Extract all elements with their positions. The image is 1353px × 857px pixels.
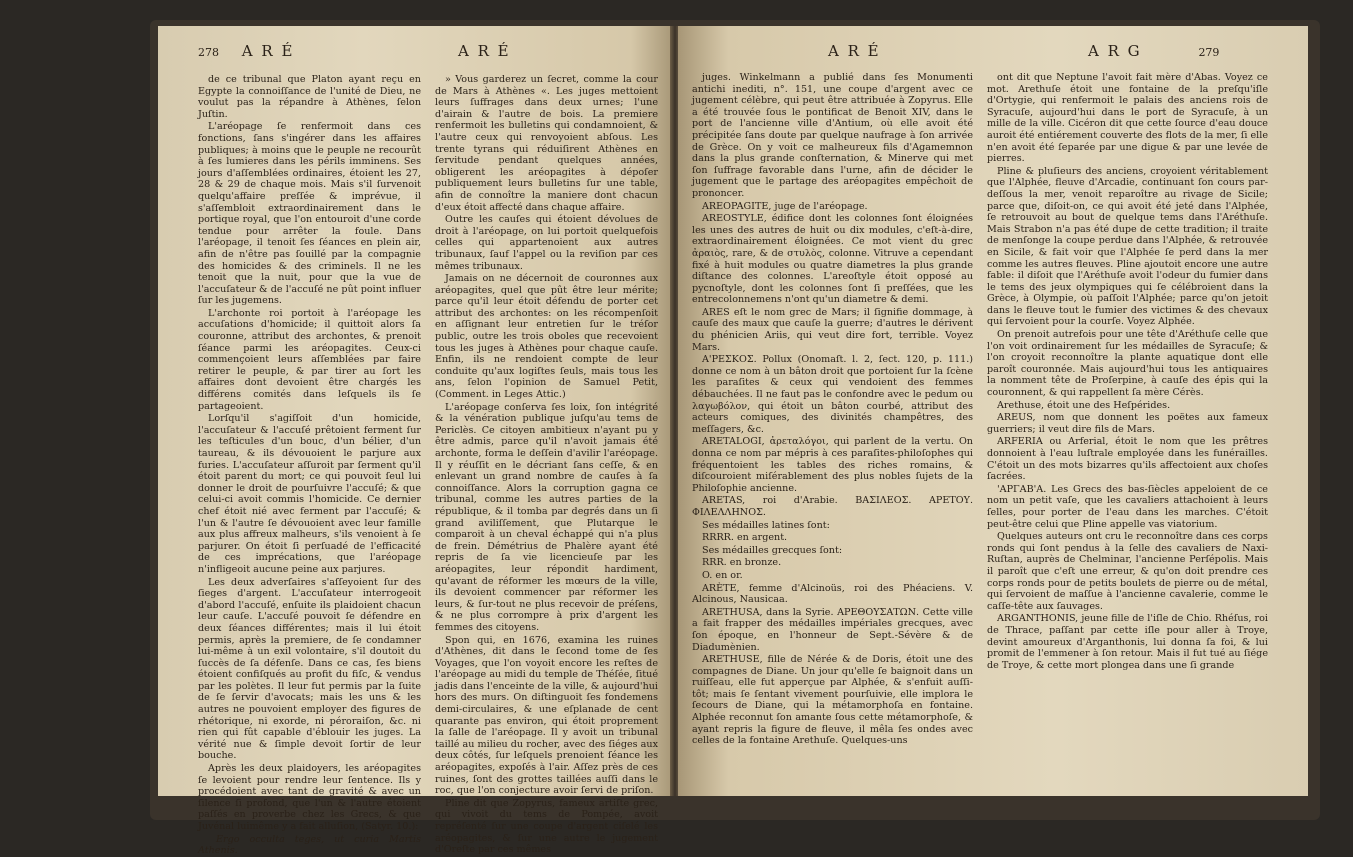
entry: RRR. en bronze. bbox=[702, 557, 782, 569]
entry: ARETALOGI, ἀρεταλόγοι, qui parlent de la vertu. On donna ce nom par mépris à ces paraſites-philoſophes qui fréquentoient les tables des riches romains, & diſcouroient miſérablement des plus nobles ſujets de la Philoſophie ancienne. bbox=[692, 436, 973, 494]
latin-quote: Ergo occulta teges, ut curia Martis Athenis. bbox=[198, 833, 421, 857]
paragraph: Lorſqu'il s'agiſſoit d'un homicide, l'accuſateur & l'accuſé prêtoient ferment ſur les teſticules d'un bouc, d'un bélier, d'un taureau, & ils dévouoient le parjure aux furies. L'accuſateur aſſuroit par ſerment qu'il étoit parent du mort; ce qui pouvoit ſeul lui donner le droit de pourſuivre l'accuſé; & que celui-ci avoit commis l'homicide. Ce dernier chef étoit nié avec ferment par l'accuſé; & l'un & l'autre ſe dévouoient avec leur famille aux plus affreux malheurs, s'ils venoient à ſe parjurer. On étoit ſi perſuadé de l'efficacité de ces imprécations, que l'aréopage n'infligeoit aucune peine aux parjures. bbox=[198, 413, 421, 575]
entry: AREOPAGITE, juge de l'aréopage. bbox=[702, 200, 868, 212]
paragraph: L'aréopage conſerva ſes loix, ſon intégrité & la vénération publique juſqu'au tems de Periclès. Ce citoyen ambitieux n'ayant pu y être admis, parce qu'il n'avoit jamais été archonte, forma le deſſein d'avilir l'aréopage. Il y réuſſit en le décriant ſans ceſſe, & en enlevant un grand nombre de cauſes à ſa connoiſſance. Alors la corruption gagna ce tribunal, comme les autres parties de la république, & il tomba par degrés dans un ſi grand aviliſſement, que Plutarque le comparoit à un cheval échappé qui n'a plus de frein. Démétrius de Phalère ayant été repris de ſa vie licencieuſe par les aréopagites, leur répondit hardiment, qu'avant de réformer les mœurs de la ville, ils devoient commencer par réformer les leurs, & ſur-tout ne plus recevoir de préſens, & ne plus corrompre à prix d'argent les femmes des citoyens. bbox=[435, 401, 658, 633]
left-column-2 bbox=[435, 74, 658, 856]
paragraph: Après les deux plaidoyers, les aréopagites ſe levoient pour rendre leur ſentence. Ils y procédoient avec tant de gravité & avec un ſilence ſi profond, que l'un & l'autre étoient paſſés en proverbe chez les Grecs, & que Juvénal luimême y a fait alluſion, (Satyr. 10.): bbox=[198, 763, 421, 832]
entry: ARETHUSA, dans la Syrie. ΑΡΕΘΟΥΣΑΤΩΝ. Cette ville a fait frapper des médailles impériales grecques, avec ſon époque, en l'honneur de Sept.-Sévère & de Diadumènien. bbox=[692, 606, 973, 653]
entry: Arethuse, étoit une des Heſpérides. bbox=[997, 399, 1171, 411]
right-column-1 bbox=[692, 72, 973, 782]
paragraph: L'archonte roi portoit à l'aréopage les accuſations d'homicide; il quittoit alors ſa couronne, attribut des archontes, & prenoit ſéance parmi les aréopagites. Ceux-ci commençoient leurs aſſemblées par faire retirer le peuple, & par tirer au ſort les affaires dont devoient être chargés les différens comités dans leſquels ils ſe partageoient. bbox=[198, 307, 421, 412]
entry: ARÈTE, femme d'Alcinoüs, roi des Phéaciens. V. Alcinous, Nausicaa. bbox=[692, 582, 973, 606]
page-number: 278 bbox=[198, 46, 219, 59]
right-page-header bbox=[1088, 42, 1219, 60]
paragraph: Outre les cauſes qui étoient dévolues de droit à l'aréopage, on lui portoit quelquefois celles qui appartenoient aux autres tribunaux, ſauf l'appel ou la reviſion par ces mêmes tribunaux. bbox=[435, 214, 658, 272]
paragraph: Jamais on ne décernoit de couronnes aux aréopagites, quel que pût être leur mérite; parce qu'il leur étoit défendu de porter cet attribut des archontes: on les récompenſoit en aſſignant leur entretien ſur le tréſor public, outre les trois oboles que recevoient tous les juges à Athènes pour chaque cauſe. Enfin, ils ne rendoient compte de leur conduite qu'aux logiſtes ſeuls, mais tous les ans, ſelon l'opinion de Samuel Petit, (Comment. in Leges Attic.) bbox=[435, 273, 658, 401]
paragraph: Pline dit que Zopyrus, fameux artiſte grec, qui vivoit du tems de Pompée, avoit repréſenté ſur une coupe d'argent ciſelé les aréopagites, & ſur une autre le jugement d'Oreſte par ces mêmes bbox=[435, 797, 658, 856]
running-head: A R É bbox=[828, 42, 881, 60]
left-page-header bbox=[198, 42, 294, 60]
paragraph: juges. Winkelmann a publié dans ſes Monumenti antichi inediti, n°. 151, une coupe d'argent avec ce jugement célèbre, qui peut être attribuée à Zopyrus. Elle a été trouvée ſous le pontificat de Benoit XIV, dans le port de l'ancienne ville d'Antium, où elle avoit été précipitée ſans doute par quelque naufrage à ſon arrivée de Grèce. On y voit ce malheureux fils d'Agamemnon dans la plus grande conſternation, & Minerve qui met ſon ſuffrage favorable dans l'urne, afin de décider le jugement que le partage des aréopagites empêchoit de prononcer. bbox=[692, 72, 973, 199]
entry: 'ΑΡΓΑΒ'Α. Les Grecs des bas-ſiècles appeloient de ce nom un petit vaſe, que les cavaliers attachoient à leurs ſelles, pour porter de l'eau dans les marches. C'étoit peut-être celui que Pline appelle vas viatorium. bbox=[987, 483, 1268, 530]
paragraph: Quelques auteurs ont cru le reconnoître dans ces corps ronds qui ſont pendus à la ſelle des cavaliers de Naxi-Ruſtan, auprès de Chelminar, l'ancienne Perſépolis. Mais il paroît que c'eſt une erreur, & qu'on doit prendre ces corps ronds pour de petits boulets de pierre ou de métal, qui ſervoient de maſſue à l'ancienne cavalerie, comme le caſſe-tête aux ſauvages. bbox=[987, 531, 1268, 612]
entry: ARETHUSE, fille de Nérée & de Doris, étoit une des compagnes de Diane. Un jour qu'elle ſe baignoit dans un ruiſſeau, elle fut apperçue par Alphée, & s'enfuit auſſi-tôt; mais ſe ſentant vivement pourſuivie, elle implora le ſecours de Diane, qui la métamorphoſa en fontaine. Alphée reconnut ſon amante ſous cette métamorphoſe, & ayant repris la figure de fleuve, il mêla ſes ondes avec celles de la fontaine Arethuſe. Quelques-uns bbox=[692, 654, 973, 747]
right-column-2 bbox=[987, 72, 1268, 782]
paragraph: L'aréopage ſe renfermoit dans ces fonctions, ſans s'ingérer dans les affaires publiques; à moins que le peuple ne recourût à ſes lumieres dans les périls imminens. Ses jours d'aſſemblées ordinaires, étoient les 27, 28 & 29 de chaque mois. Mais s'il ſurvenoit quelqu'affaire preſſée & imprévue, il s'aſſembloit extraordinairement dans le portique royal, que l'on entouroit d'une corde tendue pour arrêter la foule. Dans l'aréopage, il tenoit ſes ſéances en plein air, afin de n'être pas ſouillé par la compagnie des homicides & des criminels. Il ne les tenoit que la nuit, pour que la vue de l'accuſateur & de l'accuſé ne pût point influer ſur les jugemens. bbox=[198, 121, 421, 307]
entry: AREUS, nom que donnent les poëtes aux fameux guerriers; il veut dire fils de Mars. bbox=[987, 412, 1268, 435]
running-head: A R É bbox=[241, 42, 295, 60]
left-column-1 bbox=[198, 74, 421, 857]
entry: RRRR. en argent. bbox=[702, 532, 788, 544]
paragraph: ont dit que Neptune l'avoit fait mère d'Abas. Voyez ce mot. Arethuſe étoit une fontaine de la preſqu'iſle d'Ortygie, qui renfermoit le palais des anciens rois de Syracuſe, aujourd'hui dans le port de Syracuſe, à un mille de la ville. Cicéron dit que cette ſource d'eau douce auroit été entiérement couverte des flots de la mer, ſi elle n'en avoit été ſeparée par une digue & par une levée de pierres. bbox=[987, 72, 1268, 165]
paragraph: Spon qui, en 1676, examina les ruines d'Athènes, dit dans le ſecond tome de ſes Voyages, que l'on voyoit encore les reſtes de l'aréopage au midi du temple de Théſée, ſitué jadis dans l'enceinte de la ville, & aujourd'hui hors des murs. On diſtinguoit ſes fondemens demi-circulaires, & une eſplanade de cent quarante pas environ, qui étoit proprement la ſalle de l'aréopage. Il y avoit un tribunal taillé au milieu du rocher, avec des ſiéges aux deux côtés, ſur leſquels prenoient ſéance les aréopagites, expoſés à l'air. Aſſez près de ces ruines, ſont des grottes taillées auſſi dans le roc, que l'on conjecture avoir ſervi de priſon. bbox=[435, 634, 658, 797]
paragraph: » Vous garderez un ſecret, comme la cour de Mars à Athènes «. Les juges mettoient leurs ſuffrages dans deux urnes; l'une d'airain & l'autre de bois. La premiere renfermoit les bulletins qui condamnoient, & l'autre ceux qui renvoyoient abſous. Les trente tyrans qui réduiſirent Athènes en ſervitude pendant quelques années, obligerent les aréopagites à dépoſer publiquement leurs bulletins ſur une table, afin de connoître la maniere dont chacun d'eux étoit affecté dans chaque affaire. bbox=[435, 74, 658, 213]
left-page bbox=[158, 26, 672, 857]
right-page bbox=[678, 26, 1308, 796]
entry: Ses médailles grecques ſont: bbox=[702, 544, 843, 556]
entry: ARETAS, roi d'Arabie. ΒΑΣΙΛΕΟΣ. ΑΡΕΤΟΥ. ΦΙΛΕΛΛΗΝΟΣ. bbox=[692, 495, 973, 518]
entry: O. en or. bbox=[702, 569, 743, 581]
entry: ARES eſt le nom grec de Mars; il ſignifie dommage, à cauſe des maux que cauſe la guerre; d'autres le dérivent du phénicien Ariis, qui veut dire fort, terrible. Voyez Mars. bbox=[692, 306, 973, 353]
paragraph: Les deux adverſaires s'aſſeyoient ſur des ſieges d'argent. L'accuſateur interrogeoit d'abord l'accuſé, enſuite ils plaidoient chacun leur cauſe. L'accuſé pouvoit ſe défendre en deux ſéances différentes; mais il lui étoit permis, après la premiere, de ſe condamner lui-même à un exil volontaire, s'il doutoit du ſuccès de ſa défenſe. Dans ce cas, ſes biens étoient confiſqués au profit du fiſc, & vendus par les polètes. Il leur fut permis par la ſuite de ſe ſervir d'avocats; mais les uns & les autres ne pouvoient employer des figures de rhétorique, ni exorde, ni péroraiſon, &c. ni rien qui fût capable d'éblouir les juges. La vérité nue & ſimple devoit ſortir de leur bouche. bbox=[198, 576, 421, 762]
entry: AREOSTYLE, édifice dont les colonnes ſont éloignées les unes des autres de huit ou dix modules, c'eſt-à-dire, extraordinairement éloignées. Ce mot vient du grec ἀραιὸς, rare, & de στυλὸς, colonne. Vitruve a cependant fixé à huit modules ou quatre diametres la plus grande diſtance des colonnes. L'areoſtyle étoit opposé au pycnoſtyle, dont les colonnes ſont ſi preſſées, que les entrecolonnemens n'ont qu'un diametre & demi. bbox=[692, 213, 973, 306]
paragraph: Pline & pluſieurs des anciens, croyoient véritablement que l'Alphée, fleuve d'Arcadie, continuant ſon cours par-deſſous la mer, venoit reparoître au rivage de Sicile; parce que, diſoit-on, ce qui avoit été jeté dans l'Alphée, ſe retrouvoit au bout de quelque tems dans l'Aréthuſe. Mais Strabon n'a pas été dupe de cette tradition; il traite de menſonge la coupe perdue dans l'Alphée, & retrouvée en Sicile, & fait voir que l'Alphée ſe perd dans la mer comme les autres fleuves. Pline ajoutoit encore une autre fable: il diſoit que l'Aréthuſe avoit l'odeur du fumier dans le tems des jeux olympiques qui ſe célébroient dans la Grèce, à Olympie, où paſſoit l'Alphée; parce qu'on jetoit dans le fleuve tout le fumier des victimes & des chevaux qui ſervoient pour la courſe. Voyez Alphée. bbox=[987, 165, 1268, 328]
entry: ARFERIA ou Arferial, étoit le nom que les prêtres donnoient à l'eau luſtrale employée dans les funérailles. C'étoit un des mots bizarres qu'ils affectoient aux choſes ſacrées. bbox=[987, 436, 1268, 483]
running-head: A R G bbox=[1088, 42, 1142, 60]
paragraph: On prenoit autrefois pour une tête d'Aréthuſe celle que l'on voit ordinairement ſur les médailles de Syracuſe; & l'on croyoit reconnoître la plante aquatique dont elle paroît couronnée. Mais aujourd'hui tous les antiquaires la nomment tête de Proſerpine, à cauſe des épis qui la couronnent, & qui rappellent ſa mère Cérès. bbox=[987, 329, 1268, 399]
entry: Ses médailles latines ſont: bbox=[702, 519, 830, 531]
paragraph: de ce tribunal que Platon ayant reçu en Egypte la connoiſſance de l'unité de Dieu, ne voulut pas la répandre à Athènes, ſelon Juſtin. bbox=[198, 74, 421, 120]
running-head: A R É bbox=[458, 42, 511, 60]
entry: ARGANTHONIS, jeune fille de l'iſle de Chio. Rhéſus, roi de Thrace, paſſant par cette iſle pour aller à Troye, devint amoureux d'Arganthonis, lui donna ſa foi, & lui promit de l'emmener à ſon retour. Mais il fut tué au ſiége de Troye, & cette mort plongea dans une ſi grande bbox=[987, 613, 1268, 671]
page-number: 279 bbox=[1198, 46, 1220, 59]
entry: Α'ΡΕΣΚΟΣ. Pollux (Onomaſt. l. 2, ſect. 120, p. 111.) donne ce nom à un bâton droit que portoient ſur la ſcène les paraſites & ceux qui vendoient des femmes débauchées. Il ne faut pas le confondre avec le pedum ou λαγωβόλον, qui étoit un bâton courbé, attribut des acteurs comiques, des divinités champêtres, des meſſagers, &c. bbox=[692, 354, 973, 435]
